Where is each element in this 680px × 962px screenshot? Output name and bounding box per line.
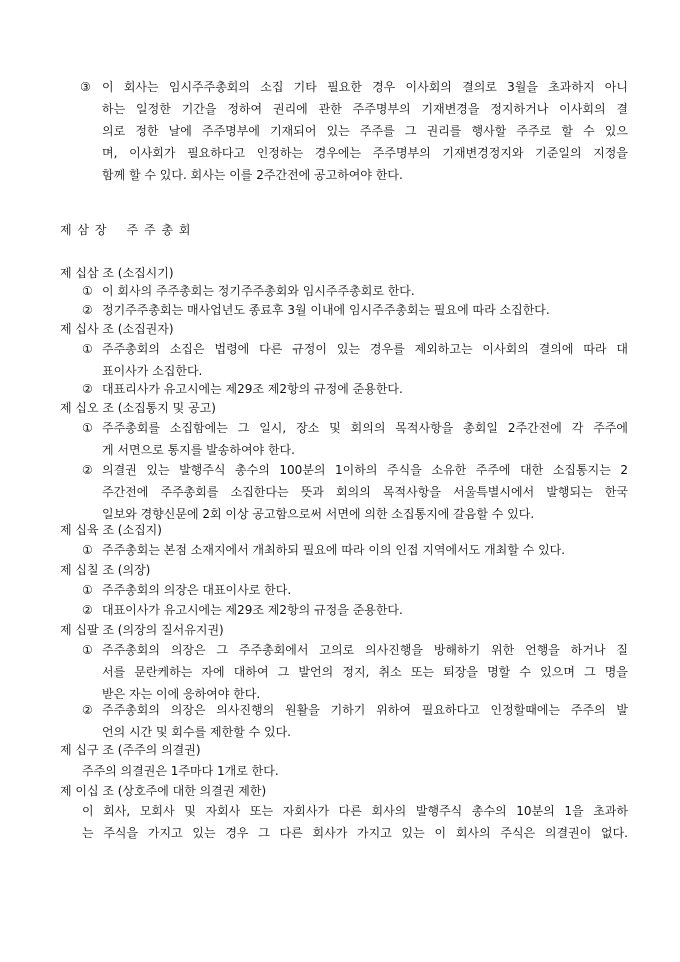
text-line: 주주총회의 소집은 법령에 다른 규정이 있는 경우를 제외하고는 이사회의 결의에 따라 대 xyxy=(102,342,628,356)
article-15-title: 제 십오 조 (소집통지 및 공고) xyxy=(60,401,216,415)
text-line: 정기주주총회는 매사업년도 종료후 3월 이내에 임시주주총회는 필요에 따라 소집한다. xyxy=(102,303,550,317)
item-number: ① xyxy=(82,284,93,298)
text-line: 주간전에 주주총회를 소집한다는 뜻과 회의의 목적사항을 서울특별시에서 발행되는 한국 xyxy=(102,485,628,499)
text-line: 게 서면으로 통지를 발송하여야 한다. xyxy=(102,443,295,457)
text-line: 함께 할 수 있다. 회사는 이를 2주간전에 공고하여야 한다. xyxy=(102,168,403,182)
text-line: 의결권 있는 발행주식 총수의 100분의 1이하의 주식을 소유한 주주에 대한 소집통지는 2 xyxy=(102,463,628,477)
text-line: 며, 이사회가 필요하다고 인정하는 경우에는 주주명부의 기재변경정지와 기준일의 지정을 xyxy=(102,146,628,160)
text-line: 하는 일정한 기간을 정하여 권리에 관한 주주명부의 기재변경을 정지하거나 이사회의 결 xyxy=(102,102,628,116)
article-19-title: 제 십구 조 (주주의 의결권) xyxy=(60,743,201,757)
text-line: 주주총회의 의장은 대표이사로 한다. xyxy=(102,583,292,597)
text-line: 는 주식을 가지고 있는 경우 그 다른 회사가 가지고 있는 이 회사의 주식은 의결권이 없다. xyxy=(82,826,628,840)
text-line: 주주총회는 본점 소재지에서 개최하되 필요에 따라 이의 인접 지역에서도 개최할 수 있다. xyxy=(102,543,566,557)
text-line: 일보와 경향신문에 2회 이상 공고함으로써 서면에 의한 소집통지에 갈음할 수 있다. xyxy=(102,507,535,521)
article-17-title: 제 십칠 조 (의장) xyxy=(60,563,151,577)
text-line: 주주총회의 의장은 의사진행의 원활을 기하기 위하여 필요하다고 인정할때에는 주주의 발 xyxy=(102,703,628,717)
article-14-title: 제 십사 조 (소집권자) xyxy=(60,322,174,336)
item-number: ① xyxy=(82,342,93,356)
text-line: 이 회사의 주주총회는 정기주주총회와 임시주주총회로 한다. xyxy=(102,284,415,298)
item-number: ② xyxy=(82,382,93,396)
item-number: ① xyxy=(82,643,93,657)
text-line: 받은 자는 이에 응하여야 한다. xyxy=(102,687,261,701)
text-line: 서를 문란케하는 자에 대하여 그 발언의 정지, 취소 또는 퇴장을 명할 수 있으며 그 명을 xyxy=(102,665,628,679)
chapter-heading: 제 삼 장 주 주 총 회 xyxy=(60,223,192,237)
article-19-body: 주주의 의결권은 1주마다 1개로 한다. xyxy=(82,764,279,778)
text-line: 대표이사가 유고시에는 제29조 제2항의 규정을 준용한다. xyxy=(102,603,403,617)
item-number: ② xyxy=(82,303,93,317)
text-line: 주주총회를 소집함에는 그 일시, 장소 및 회의의 목적사항을 총회일 2주간전에 각 주주에 xyxy=(102,421,628,435)
article-20-title: 제 이십 조 (상호주에 대한 의결권 제한) xyxy=(60,784,267,798)
text-line: 대표리사가 유고시에는 제29조 제2항의 규정에 준용한다. xyxy=(102,382,403,396)
text-line: 이 회사, 모회사 및 자회사 또는 자회사가 다른 회사의 발행주식 총수의 10분의 1을 초과하 xyxy=(82,804,628,818)
article-18-title: 제 십팔 조 (의장의 질서유지권) xyxy=(60,623,224,637)
article-20-body xyxy=(82,800,628,844)
item-number: ② xyxy=(82,703,93,717)
text-line: 표이사가 소집한다. xyxy=(102,364,203,378)
text-line: 이 회사는 임시주주총회의 소집 기타 필요한 경우 이사회의 결의로 3월을 초과하지 아니 xyxy=(102,80,628,94)
item-number: ① xyxy=(82,583,93,597)
text-line: 의로 정한 날에 주주명부에 기재되어 있는 주주를 그 권리를 행사할 주주로 할 수 있으 xyxy=(102,124,628,138)
item-number: ① xyxy=(82,421,93,435)
text-line: 주주총회의 의장은 그 주주총회에서 고의로 의사진행을 방해하기 위한 언행을 하거나 질 xyxy=(102,643,628,657)
item-number: ② xyxy=(82,463,93,477)
item-number: ② xyxy=(82,603,93,617)
item-number: ① xyxy=(82,543,93,557)
text-line: 언의 시간 및 회수를 제한할 수 있다. xyxy=(102,725,291,739)
article-16-title: 제 십육 조 (소집지) xyxy=(60,523,162,537)
item-number: ③ xyxy=(80,80,91,94)
article-13-title: 제 십삼 조 (소집시기) xyxy=(60,266,174,280)
